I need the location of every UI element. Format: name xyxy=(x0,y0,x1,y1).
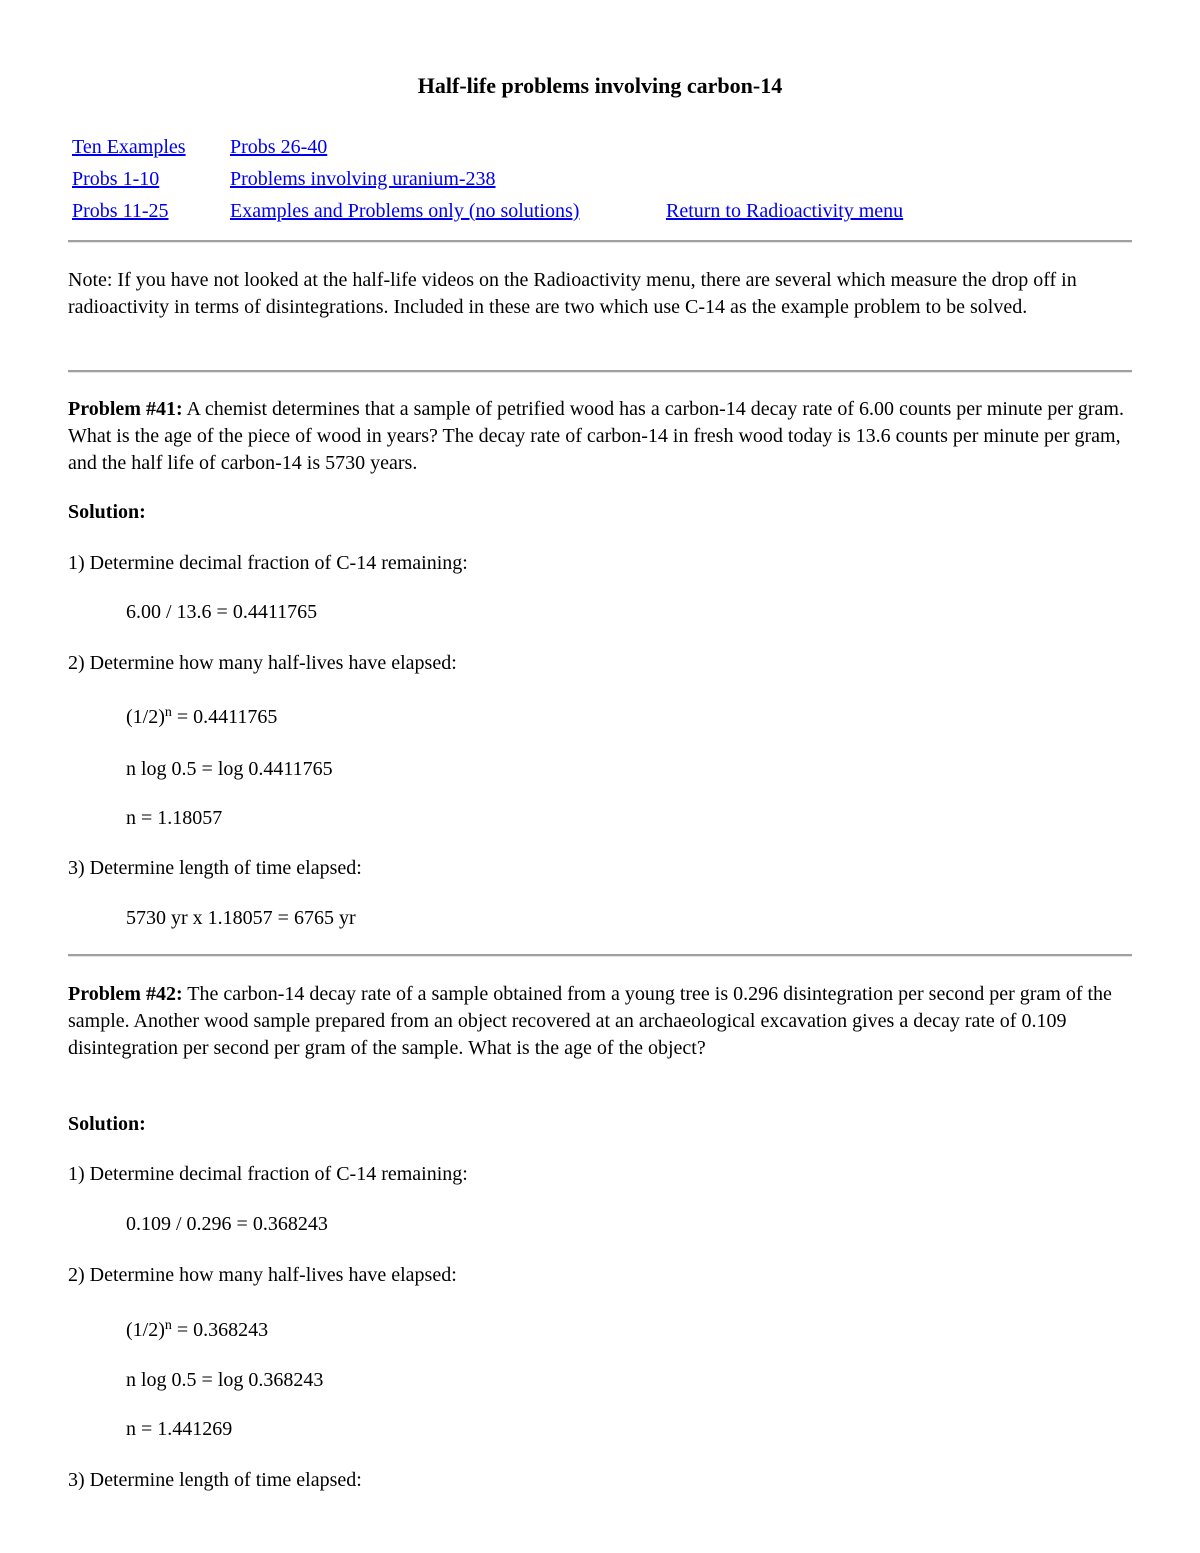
eq-base: (1/2) xyxy=(126,706,165,728)
problem-42-solution-heading xyxy=(68,1111,1132,1138)
problem-41-solution-heading xyxy=(68,499,1132,526)
problem-41-step-3: 3) Determine length of time elapsed: xyxy=(68,857,362,879)
problem-41-text: A chemist determines that a sample of petrified wood has a carbon-14 decay rate of 6.00 counts per minute per gram. What is the age of the piece of wood in years? The decay rate of carbon-14 in fresh wood today is 13.6 counts per minute per gram, and the half life of carbon-14 is 5730 years. xyxy=(68,398,1124,474)
problem-41-equation-3: n log 0.5 = log 0.4411765 xyxy=(126,758,333,780)
solution-label: Solution: xyxy=(68,1113,146,1135)
problem-42-equation-1: 0.109 / 0.296 = 0.368243 xyxy=(126,1213,328,1235)
link-return-radioactivity-menu[interactable]: Return to Radioactivity menu xyxy=(666,200,904,222)
problem-42-equation-2 xyxy=(126,1317,1190,1344)
link-uranium-problems[interactable]: Problems involving uranium-238 xyxy=(230,168,496,190)
problem-41-step-1: 1) Determine decimal fraction of C-14 remaining: xyxy=(68,552,468,574)
problem-42-equation-4: n = 1.441269 xyxy=(126,1418,233,1440)
divider xyxy=(68,954,1132,957)
problem-42-equation-3: n log 0.5 = log 0.368243 xyxy=(126,1369,324,1391)
problem-41-statement xyxy=(68,396,1132,477)
eq-rest: = 0.4411765 xyxy=(171,706,278,728)
link-probs-26-40[interactable]: Probs 26-40 xyxy=(230,136,328,158)
note-paragraph: Note: If you have not looked at the half-life videos on the Radioactivity menu, there are several which measure the drop off in radioactivity in terms of disintegrations. Included in these are two which use C-14 as the example problem to be solved. xyxy=(68,269,1077,318)
eq-exponent: n xyxy=(164,705,172,720)
link-ten-examples[interactable]: Ten Examples xyxy=(72,136,186,158)
problem-42-text: The carbon-14 decay rate of a sample obtained from a young tree is 0.296 disintegration per second per gram of the sample. Another wood sample prepared from an object recovered at an archaeological excavation gives a decay rate of 0.109 disintegration per second per gram of the sample. What is the age of the object? xyxy=(68,983,1112,1059)
problem-41-equation-2 xyxy=(126,704,1190,731)
problem-42-label: Problem #42: xyxy=(68,983,183,1005)
problem-41-equation-1: 6.00 / 13.6 = 0.4411765 xyxy=(126,601,318,623)
problem-42-step-3: 3) Determine length of time elapsed: xyxy=(68,1469,362,1491)
problem-42-step-1: 1) Determine decimal fraction of C-14 remaining: xyxy=(68,1163,468,1185)
divider xyxy=(68,370,1132,373)
link-probs-1-10[interactable]: Probs 1-10 xyxy=(72,168,160,190)
page-title: Half-life problems involving carbon-14 xyxy=(417,73,783,98)
problem-41-label: Problem #41: xyxy=(68,398,183,420)
problem-41-equation-5: 5730 yr x 1.18057 = 6765 yr xyxy=(126,907,356,929)
solution-label: Solution: xyxy=(68,501,146,523)
problem-42-step-2: 2) Determine how many half-lives have elapsed: xyxy=(68,1264,457,1286)
problem-41-step-2: 2) Determine how many half-lives have elapsed: xyxy=(68,652,457,674)
link-examples-only[interactable]: Examples and Problems only (no solutions) xyxy=(230,200,580,222)
eq-base: (1/2) xyxy=(126,1319,165,1341)
eq-rest: = 0.368243 xyxy=(171,1319,269,1341)
eq-exponent: n xyxy=(164,1318,172,1333)
problem-42-statement xyxy=(68,981,1132,1062)
link-probs-11-25[interactable]: Probs 11-25 xyxy=(72,200,169,222)
problem-41-equation-4: n = 1.18057 xyxy=(126,807,223,829)
divider xyxy=(68,240,1132,243)
